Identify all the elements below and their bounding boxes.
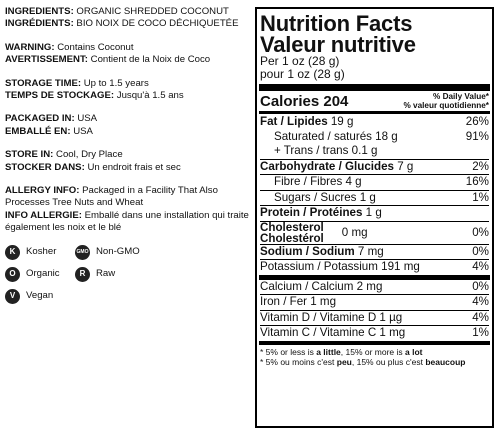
serving-size-en: Per 1 oz (28 g) — [260, 54, 340, 68]
footnote-divider — [259, 341, 490, 345]
badge-organic: O Organic — [5, 267, 75, 282]
storage-en: STORAGE TIME: Up to 1.5 years — [5, 77, 149, 89]
footnote — [260, 347, 489, 368]
potassium-row: Potassium / Potassium 191 mg 4% — [260, 260, 489, 273]
vitamin-c-row: Vitamin C / Vitamine C 1 mg 1% — [260, 326, 489, 339]
badge-raw: R Raw — [75, 267, 175, 282]
allergy-fr: INFO ALLERGIE: Emballé dans une installation qui traite également les noix et le blé — [5, 209, 249, 234]
storage-fr: TEMPS DE STOCKAGE: Jusqu'à 1.5 ans — [5, 90, 184, 102]
store-en: STORE IN: Cool, Dry Place — [5, 149, 123, 161]
sugars-row: Sugars / Sucres 1 g 1% — [260, 190, 489, 206]
certification-badges — [5, 245, 250, 304]
cholesterol-row: Cholesterol Cholestérol 0 mg 0% — [260, 220, 489, 245]
saturated-row: Saturated / saturés 18 g 91% — [274, 129, 489, 143]
nf-title-fr: Valeur nutritive — [260, 32, 416, 57]
warning-en: WARNING: Contains Coconut — [5, 41, 134, 53]
calories: Calories 204 — [260, 93, 349, 110]
calcium-row: Calcium / Calcium 2 mg 0% — [260, 279, 489, 293]
vegan-icon: V — [5, 289, 20, 304]
warning-fr: AVERTISSEMENT: Contient de la Noix de Coco — [5, 54, 211, 66]
ingredients-fr: INGRÉDIENTS: BIO NOIX DE COCO DÉCHIQUETÉE — [5, 18, 239, 30]
trans-row: + Trans / trans 0.1 g — [274, 144, 378, 157]
medium-divider — [259, 111, 490, 114]
fat-row: Fat / Lipides 19 g 26% — [260, 115, 489, 128]
badge-vegan: V Vegan — [5, 289, 75, 304]
store-fr: STOCKER DANS: Un endroit frais et sec — [5, 161, 181, 173]
ingredients-en: INGREDIENTS: ORGANIC SHREDDED COCONUT — [5, 6, 229, 17]
vitamin-d-row: Vitamin D / Vitamine D 1 µg 4% — [260, 310, 489, 324]
daily-value-header: % Daily Value* % valeur quotidienne* — [403, 92, 489, 110]
protein-row: Protein / Protéines 1 g — [260, 205, 489, 221]
non-gmo-icon: GMO — [75, 245, 90, 260]
nf-title-en: Nutrition Facts — [260, 11, 413, 36]
packaged-fr: EMBALLÉ EN: USA — [5, 125, 93, 137]
footnote-fr: * 5% ou moins c'est peu, 15% ou plus c'est beaucoup — [260, 357, 466, 367]
nutrition-facts-panel — [255, 7, 494, 428]
allergy-en: ALLERGY INFO: Packaged in a Facility That Also Processes Tree Nuts and Wheat — [5, 185, 218, 209]
kosher-icon: K — [5, 245, 20, 260]
calories-row — [260, 92, 489, 110]
footnote-en: * 5% or less is a little, 15% or more is a lot — [260, 346, 423, 357]
carbohydrate-row: Carbohydrate / Glucides 7 g 2% — [260, 159, 489, 173]
badge-kosher: K Kosher — [5, 245, 75, 260]
serving-size-fr: pour 1 oz (28 g) — [260, 67, 345, 81]
organic-icon: O — [5, 267, 20, 282]
product-info — [5, 6, 250, 304]
iron-row: Iron / Fer 1 mg 4% — [260, 295, 489, 308]
packaged-en: PACKAGED IN: USA — [5, 113, 98, 125]
sodium-row: Sodium / Sodium 7 mg 0% — [260, 244, 489, 258]
raw-icon: R — [75, 267, 90, 282]
badge-non-gmo: GMO Non-GMO — [75, 245, 175, 260]
fibre-row: Fibre / Fibres 4 g 16% — [260, 174, 489, 190]
thick-divider — [259, 84, 490, 91]
